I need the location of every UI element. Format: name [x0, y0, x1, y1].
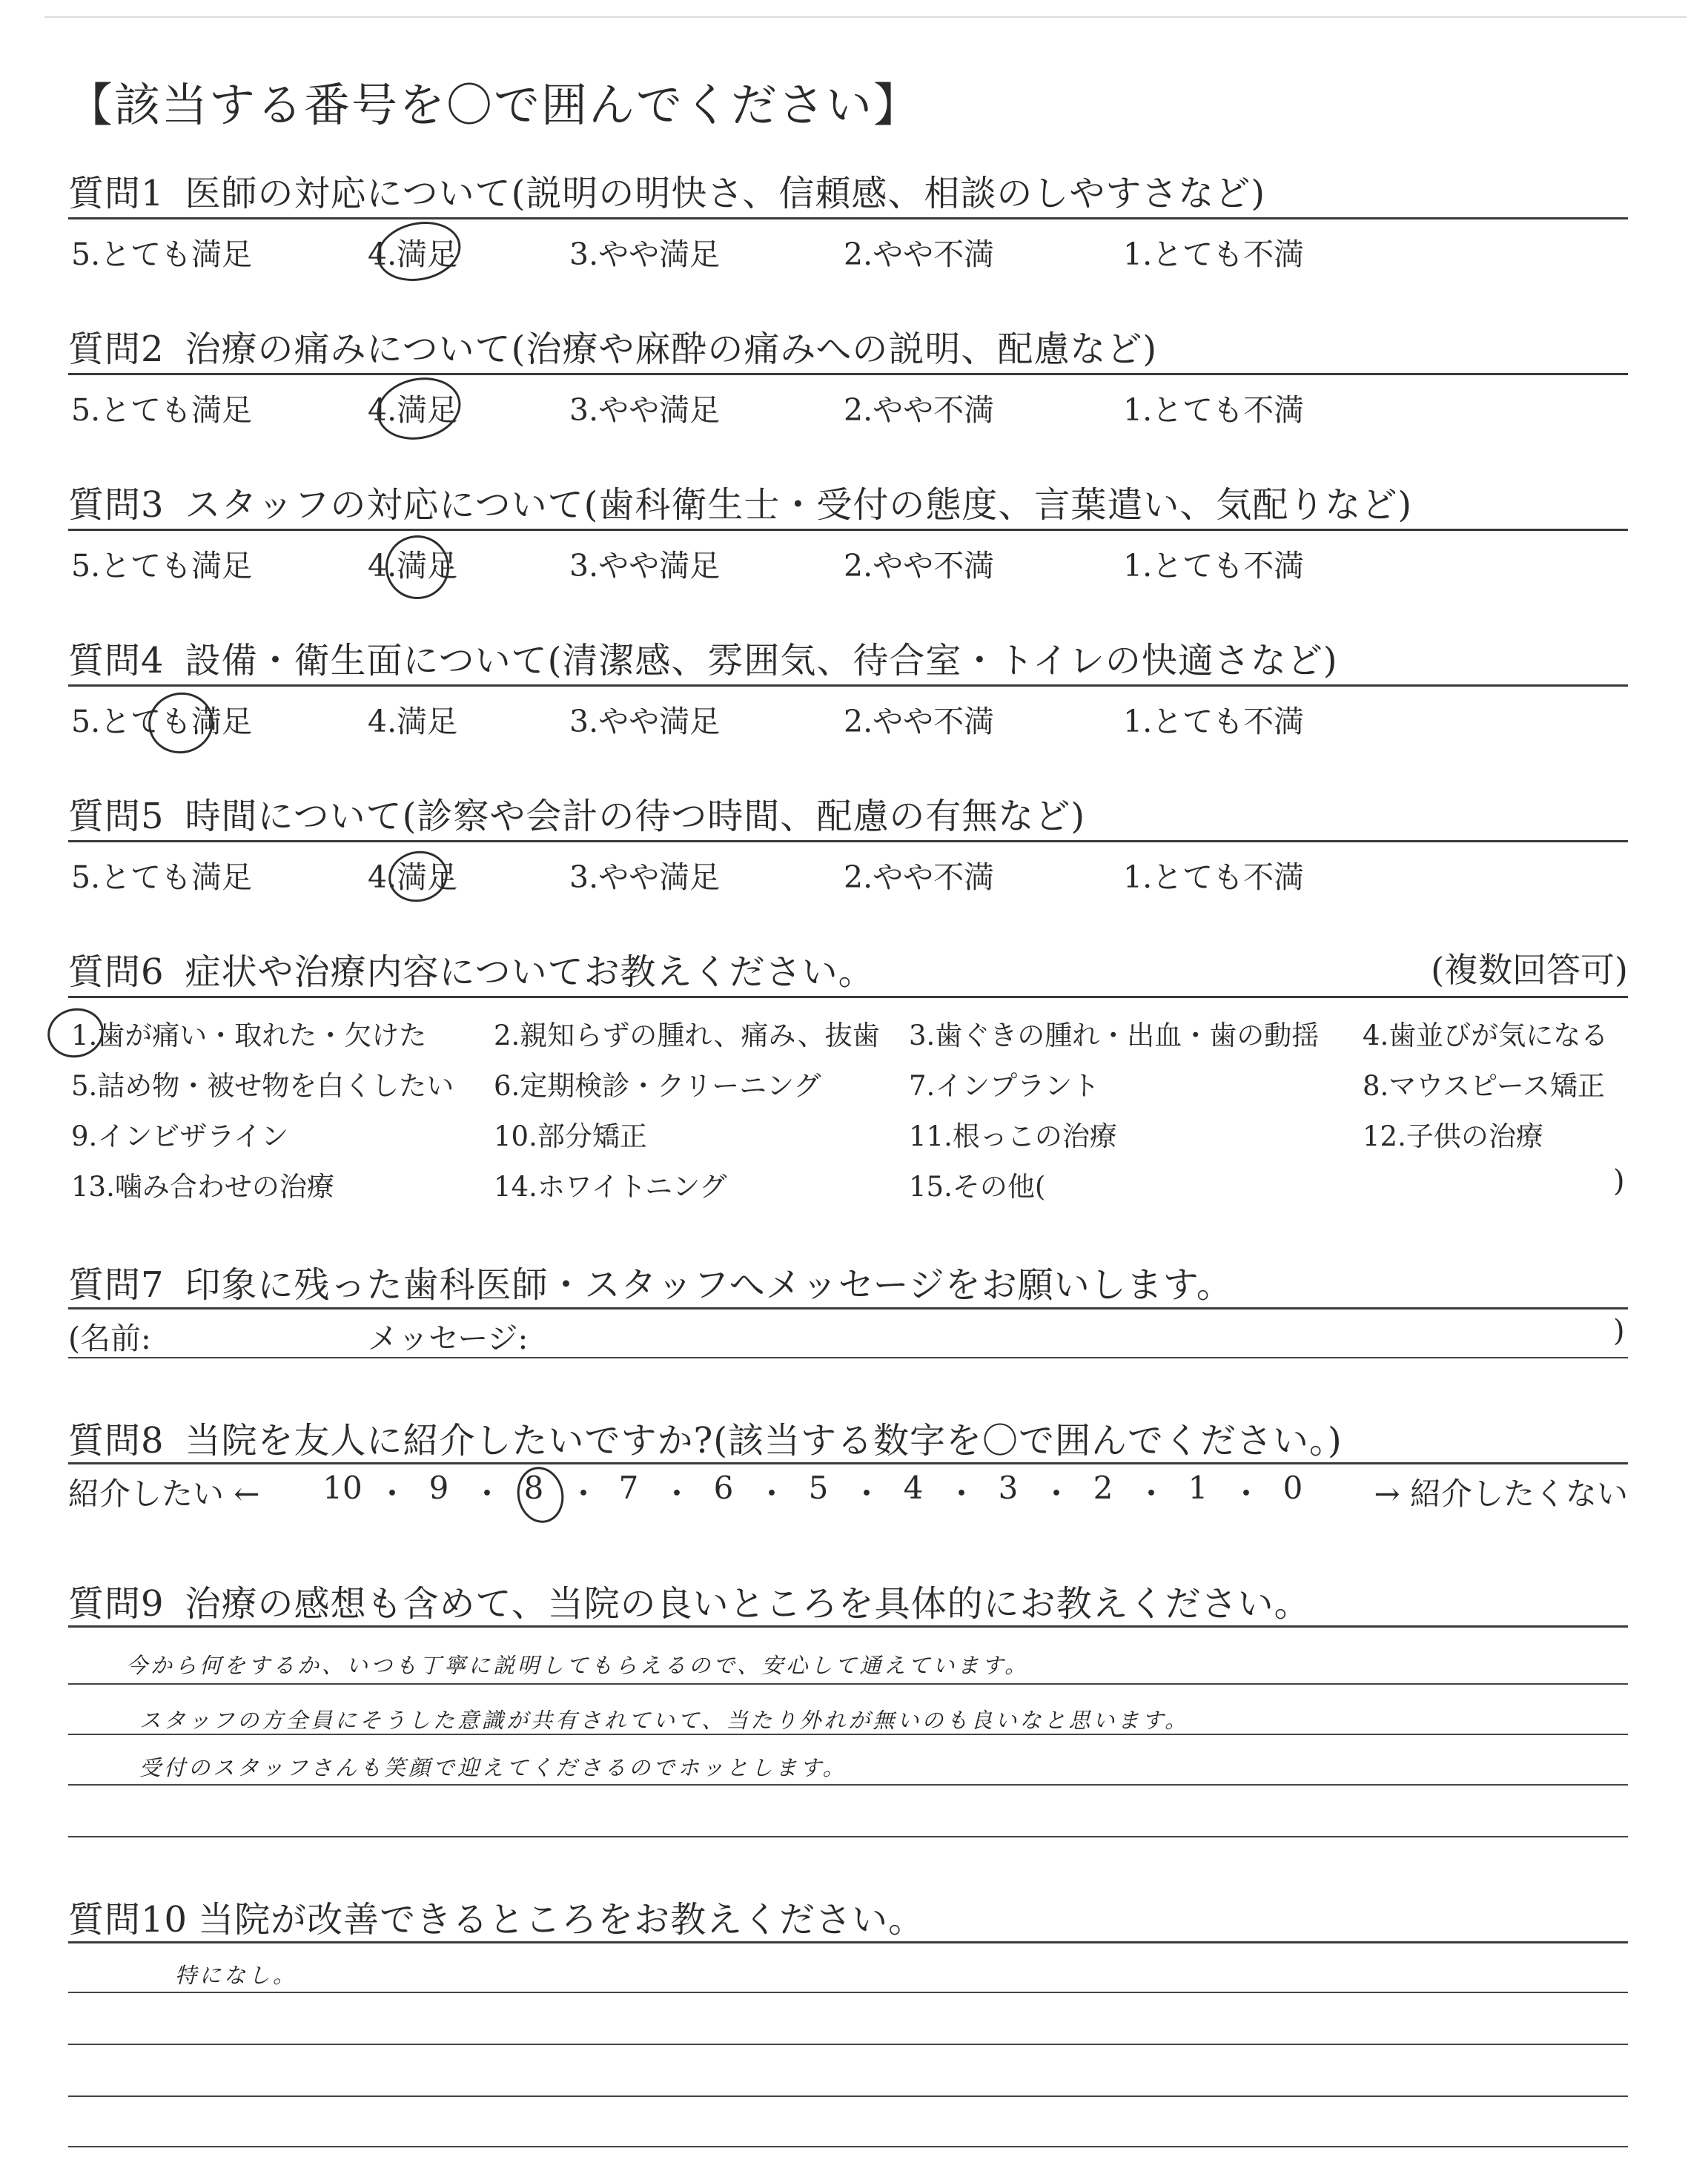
q10-answer-rule [68, 2095, 1628, 2097]
question-8-text: 当院を友人に紹介したいですか?(該当する数字を〇で囲んでください。) [185, 1420, 1343, 1462]
scale-3[interactable]: 3 [998, 1470, 1019, 1506]
scale-dot: ・ [377, 1476, 408, 1512]
q10-answer-rule [68, 1992, 1628, 1993]
question-8-rule [68, 1462, 1628, 1464]
scale-dot: ・ [568, 1476, 600, 1512]
q6-option-15[interactable]: 15.その他( [909, 1171, 1046, 1203]
q9-answer-line-2: スタッフの方全員にそうした意識が共有されていて、当たり外れが無いのも良いなと思います。 [139, 1708, 1190, 1733]
scale-10[interactable]: 10 [322, 1470, 363, 1506]
question-5-rule [68, 840, 1628, 842]
q10-answer-rule [68, 2044, 1628, 2045]
q4-option-4[interactable]: 4.満足 [368, 704, 458, 739]
question-6-text: 症状や治療内容についてお教えください。 [185, 951, 875, 993]
question-8-number: 質問8 [68, 1420, 165, 1462]
scale-dot: ・ [471, 1476, 503, 1512]
q6-option-1[interactable]: 1.歯が痛い・取れた・欠けた [71, 1020, 427, 1051]
q2-option-1[interactable]: 1.とても不満 [1123, 392, 1305, 428]
question-3-title [68, 476, 1412, 527]
question-7-title [68, 1256, 1233, 1307]
question-7-number: 質問7 [68, 1264, 165, 1306]
scale-dot: ・ [851, 1476, 883, 1512]
q9-answer-line-1: 今から何をするか、いつも丁寧に説明してもらえるので、安心して通えています。 [126, 1653, 1030, 1678]
scale-6[interactable]: 6 [713, 1470, 734, 1506]
scale-dot: ・ [661, 1476, 693, 1512]
q1-option-1[interactable]: 1.とても不満 [1123, 237, 1305, 272]
question-6-rule [68, 996, 1628, 998]
page-title: 【該当する番号を〇で囲んでください】 [67, 78, 921, 132]
question-7-rule [68, 1307, 1628, 1309]
scale-dot: ・ [1136, 1476, 1168, 1512]
question-1-text: 医師の対応について(説明の明快さ、信頼感、相談のしやすさなど) [185, 173, 1266, 214]
question-9-text: 治療の感想も含めて、当院の良いところを具体的にお教えください。 [185, 1583, 1311, 1625]
question-3-rule [68, 529, 1628, 531]
q10-answer-rule [68, 2146, 1628, 2147]
q9-answer-rule [68, 1784, 1628, 1786]
q4-option-3[interactable]: 3.やや満足 [569, 704, 721, 739]
q6-option-9[interactable]: 9.インビザライン [71, 1120, 289, 1152]
question-4-rule [68, 684, 1628, 687]
question-2-number: 質問2 [68, 328, 165, 370]
question-7-text: 印象に残った歯科医師・スタッフへメッセージをお願いします。 [185, 1264, 1233, 1306]
question-6-title [68, 943, 875, 994]
q1-option-3[interactable]: 3.やや満足 [569, 237, 721, 272]
question-4-number: 質問4 [68, 640, 165, 681]
scale-0[interactable]: 0 [1282, 1470, 1303, 1506]
scale-2[interactable]: 2 [1093, 1470, 1113, 1506]
q6-option-14[interactable]: 14.ホワイトニング [494, 1171, 727, 1203]
q9-answer-rule [68, 1734, 1628, 1735]
q4-option-2[interactable]: 2.やや不満 [844, 704, 995, 739]
scale-1[interactable]: 1 [1188, 1470, 1208, 1506]
page-top-edge [44, 16, 1687, 18]
q3-option-4[interactable]: 4.満足 [368, 548, 458, 584]
q2-selection-circle [371, 370, 467, 447]
q5-option-1[interactable]: 1.とても不満 [1123, 859, 1305, 895]
q6-option-5[interactable]: 5.詰め物・被せ物を白くしたい [71, 1070, 454, 1102]
message-close-paren: ) [1613, 1314, 1625, 1348]
q6-option-8[interactable]: 8.マウスピース矯正 [1363, 1070, 1605, 1102]
q10-answer-line-1: 特になし。 [175, 1963, 298, 1988]
q1-option-2[interactable]: 2.やや不満 [844, 237, 995, 272]
q9-answer-line-3: 受付のスタッフさんも笑顔で迎えてくださるのでホッとします。 [139, 1755, 847, 1780]
question-4-title [68, 632, 1338, 683]
q6-option-7[interactable]: 7.インプラント [909, 1070, 1100, 1102]
q5-option-2[interactable]: 2.やや不満 [844, 859, 995, 895]
q9-answer-rule [68, 1836, 1628, 1837]
scale-dot: ・ [1041, 1476, 1073, 1512]
q1-option-4[interactable]: 4.満足 [368, 237, 458, 272]
question-4-text: 設備・衛生面について(清潔感、雰囲気、待合室・トイレの快適さなど) [185, 640, 1338, 681]
q6-option-3[interactable]: 3.歯ぐきの腫れ・出血・歯の動揺 [909, 1020, 1320, 1051]
scale-dot: ・ [1231, 1476, 1262, 1512]
scale-dot: ・ [756, 1476, 788, 1512]
scale-9[interactable]: 9 [428, 1470, 449, 1506]
recommend-right-label: → 紹介したくない [1374, 1476, 1628, 1512]
q6-option-11[interactable]: 11.根っこの治療 [909, 1120, 1117, 1152]
scale-7[interactable]: 7 [618, 1470, 639, 1506]
question-6-number: 質問6 [68, 951, 165, 993]
question-8-title [68, 1412, 1343, 1463]
q4-option-5[interactable]: 5.とても満足 [71, 704, 253, 739]
question-9-number: 質問9 [68, 1583, 165, 1625]
message-label: メッセージ: [368, 1321, 529, 1356]
scale-8[interactable]: 8 [523, 1470, 544, 1506]
question-7-answer-line [68, 1357, 1628, 1358]
question-3-text: スタッフの対応について(歯科衛生士・受付の態度、言葉遣い、気配りなど) [185, 484, 1413, 526]
q1-selection-circle [371, 214, 466, 288]
question-1-rule [68, 217, 1628, 219]
question-1-number: 質問1 [68, 173, 165, 214]
question-10-rule [68, 1941, 1628, 1943]
recommend-left-label: 紹介したい ← [68, 1476, 260, 1512]
scale-5[interactable]: 5 [808, 1470, 829, 1506]
question-2-rule [68, 373, 1628, 375]
scale-dot: ・ [946, 1476, 978, 1512]
question-10-title [68, 1891, 924, 1942]
q2-option-3[interactable]: 3.やや満足 [569, 392, 721, 428]
question-9-title [68, 1575, 1311, 1626]
q6-other-close-paren: ) [1613, 1164, 1625, 1198]
q6-option-10[interactable]: 10.部分矯正 [494, 1120, 647, 1152]
q6-option-4[interactable]: 4.歯並びが気になる [1363, 1020, 1609, 1051]
question-9-rule [68, 1625, 1628, 1628]
question-2-title [68, 320, 1157, 371]
question-5-text: 時間について(診察や会計の待つ時間、配慮の有無など) [185, 796, 1086, 837]
q5-option-3[interactable]: 3.やや満足 [569, 859, 721, 895]
q9-answer-rule [68, 1683, 1628, 1685]
q5-option-5[interactable]: 5.とても満足 [71, 859, 253, 895]
question-5-number: 質問5 [68, 796, 165, 837]
q3-option-1[interactable]: 1.とても不満 [1123, 548, 1305, 584]
multiple-answer-note: (複数回答可) [1431, 950, 1628, 990]
q1-option-5[interactable]: 5.とても満足 [71, 237, 253, 272]
q4-option-1[interactable]: 1.とても不満 [1123, 704, 1305, 739]
scale-4[interactable]: 4 [903, 1470, 924, 1506]
question-3-number: 質問3 [68, 484, 165, 526]
question-10-number: 質問10 [68, 1899, 188, 1941]
q6-option-13[interactable]: 13.噛み合わせの治療 [71, 1171, 334, 1203]
q2-option-5[interactable]: 5.とても満足 [71, 392, 253, 428]
q3-option-3[interactable]: 3.やや満足 [569, 548, 721, 584]
question-2-text: 治療の痛みについて(治療や麻酔の痛みへの説明、配慮など) [185, 328, 1158, 370]
q6-option-12[interactable]: 12.子供の治療 [1363, 1120, 1543, 1152]
q2-option-2[interactable]: 2.やや不満 [844, 392, 995, 428]
q3-option-2[interactable]: 2.やや不満 [844, 548, 995, 584]
q2-option-4[interactable]: 4.満足 [368, 392, 458, 428]
name-label: (名前: [68, 1321, 151, 1356]
q3-option-5[interactable]: 5.とても満足 [71, 548, 253, 584]
recommend-scale [68, 1470, 1628, 1514]
q6-option-2[interactable]: 2.親知らずの腫れ、痛み、抜歯 [494, 1020, 880, 1051]
q6-option-6[interactable]: 6.定期検診・クリーニング [494, 1070, 821, 1102]
q5-option-4[interactable]: 4.満足 [368, 859, 458, 895]
question-10-text: 当院が改善できるところをお教えください。 [198, 1899, 925, 1941]
q6-selection-circle [43, 1003, 108, 1063]
question-1-title [68, 165, 1265, 216]
question-5-title [68, 787, 1085, 839]
